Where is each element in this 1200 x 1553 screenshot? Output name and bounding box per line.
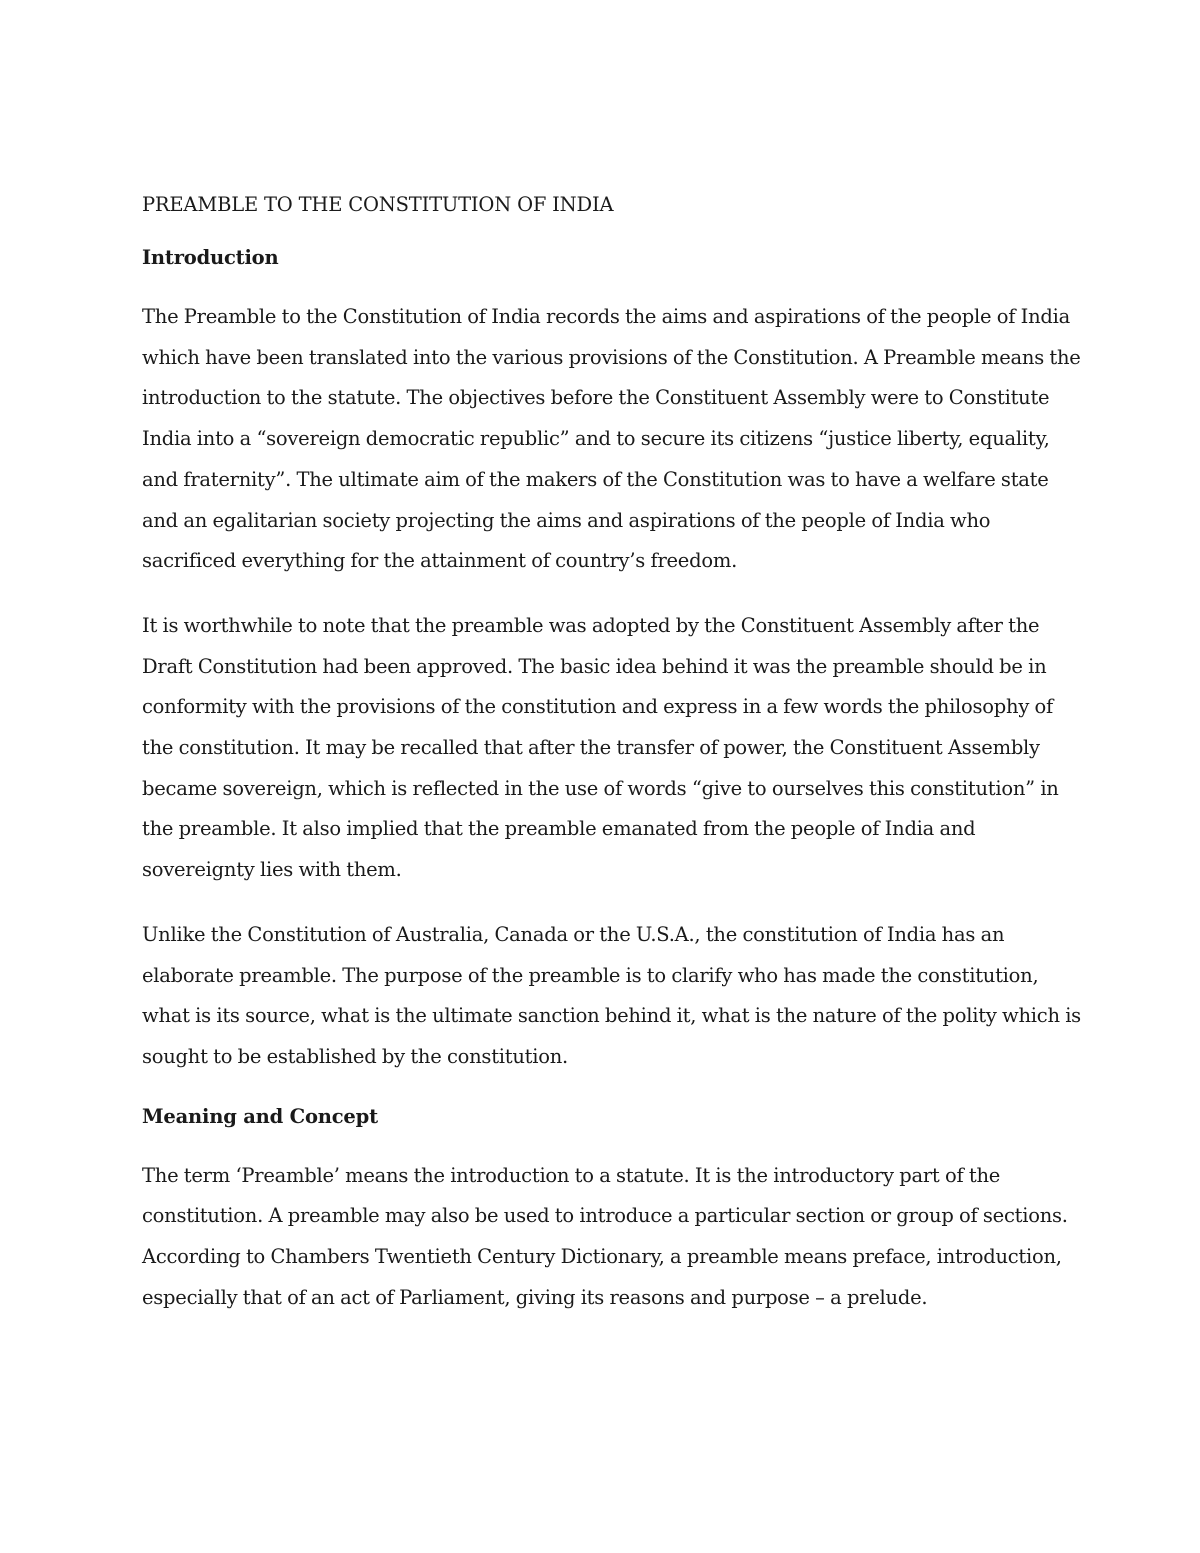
text-line: Unlike the Constitution of Australia, Canada or the U.S.A., the constitution of India has an bbox=[142, 922, 1005, 946]
text-line: sought to be established by the constitution. bbox=[142, 1044, 568, 1068]
text-line: which have been translated into the various provisions of the Constitution. A Preamble means the bbox=[142, 345, 1081, 369]
paragraph-introduction-3 bbox=[142, 915, 1081, 1078]
text-line: It is worthwhile to note that the preamble was adopted by the Constituent Assembly after the bbox=[142, 613, 1040, 637]
text-line: the constitution. It may be recalled that after the transfer of power, the Constituent Assembly bbox=[142, 736, 1040, 760]
text-line: Draft Constitution had been approved. The basic idea behind it was the preamble should be in bbox=[142, 654, 1047, 678]
text-line: the preamble. It also implied that the preamble emanated from the people of India and bbox=[142, 817, 976, 841]
text-line: The Preamble to the Constitution of India records the aims and aspirations of the people of India bbox=[142, 305, 1070, 328]
text-line: became sovereign, which is reflected in the use of words “give to ourselves this constitution” in bbox=[142, 776, 1059, 800]
paragraph-meaning-1 bbox=[142, 1156, 1068, 1319]
text-line: The term ‘Preamble’ means the introduction to a statute. It is the introductory part of the bbox=[142, 1163, 1001, 1187]
paragraph-introduction-2 bbox=[142, 606, 1064, 891]
text-line: and fraternity”. The ultimate aim of the makers of the Constitution was to have a welfare state bbox=[142, 467, 1049, 491]
text-line: sovereignty lies with them. bbox=[142, 858, 402, 882]
text-line: According to Chambers Twentieth Century Dictionary, a preamble means preface, introduction, bbox=[142, 1245, 1062, 1269]
text-line: conformity with the provisions of the constitution and express in a few words the philosophy of bbox=[142, 695, 1053, 719]
text-line: India into a “sovereign democratic republic” and to secure its citizens “justice liberty, equality, bbox=[142, 427, 1050, 451]
document-page bbox=[142, 190, 1081, 1342]
document-title: PREAMBLE TO THE CONSTITUTION OF INDIA bbox=[142, 193, 614, 216]
text-line: and an egalitarian society projecting the aims and aspirations of the people of India who bbox=[142, 508, 991, 532]
text-line: introduction to the statute. The objectives before the Constituent Assembly were to Constitute bbox=[142, 386, 1050, 410]
section-heading-meaning-and-concept: Meaning and Concept bbox=[142, 1104, 378, 1128]
text-line: elaborate preamble. The purpose of the preamble is to clarify who has made the constitution, bbox=[142, 963, 1039, 987]
text-line: what is its source, what is the ultimate sanction behind it, what is the nature of the polity which is bbox=[142, 1004, 1081, 1028]
section-heading-introduction: Introduction bbox=[142, 246, 279, 269]
paragraph-introduction-1 bbox=[142, 297, 1081, 582]
text-line: constitution. A preamble may also be used to introduce a particular section or group of sections. bbox=[142, 1204, 1068, 1228]
text-line: sacrificed everything for the attainment of country’s freedom. bbox=[142, 549, 738, 573]
text-line: especially that of an act of Parliament, giving its reasons and purpose – a prelude. bbox=[142, 1285, 928, 1309]
